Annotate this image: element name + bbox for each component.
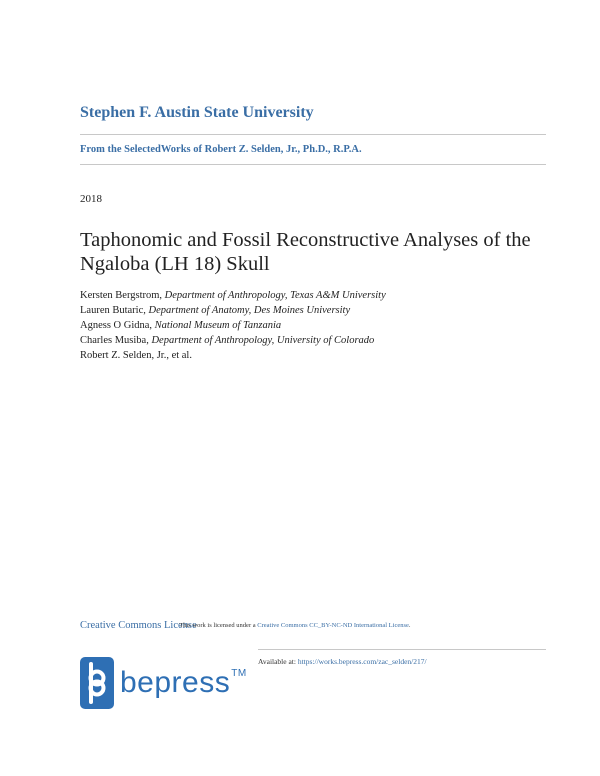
publication-year: 2018	[80, 193, 102, 205]
divider	[258, 649, 546, 650]
author-affiliation: Department of Anthropology, Texas A&M University	[164, 290, 386, 301]
author-entry	[80, 303, 386, 318]
author-name: Kersten Bergstrom,	[80, 290, 163, 301]
author-entry	[80, 288, 386, 303]
paper-title: Taphonomic and Fossil Reconstructive Analyses of the Ngaloba (LH 18) Skull	[80, 229, 531, 275]
availability-notice	[258, 657, 427, 666]
divider	[80, 164, 546, 165]
bepress-wordmark	[120, 666, 247, 700]
author-entry	[80, 333, 386, 348]
license-link[interactable]: Creative Commons CC_BY-NC-ND International License	[257, 622, 409, 629]
bepress-wordmark-text: bepress	[120, 666, 231, 699]
license-prefix: This work is licensed under a	[179, 622, 256, 629]
bepress-logo-icon	[80, 657, 114, 709]
creative-commons-license-link[interactable]: Creative Commons License	[80, 620, 197, 631]
author-name: Robert Z. Selden, Jr., et al.	[80, 350, 192, 361]
available-url-link[interactable]: https://works.bepress.com/zac_selden/217/	[297, 657, 427, 666]
author-entry	[80, 318, 386, 333]
institution-link[interactable]: Stephen F. Austin State University	[80, 104, 314, 121]
available-label: Available at:	[258, 657, 296, 666]
collection-link[interactable]: From the SelectedWorks of Robert Z. Selden, Jr., Ph.D., R.P.A.	[80, 144, 362, 155]
author-name: Charles Musiba,	[80, 335, 149, 346]
author-affiliation: Department of Anatomy, Des Moines University	[148, 305, 351, 316]
author-name: Agness O Gidna,	[80, 320, 153, 331]
author-list	[80, 288, 386, 363]
author-entry	[80, 348, 386, 363]
bepress-logo[interactable]	[80, 657, 247, 709]
divider	[80, 134, 546, 135]
author-name: Lauren Butaric,	[80, 305, 146, 316]
trademark-symbol: TM	[231, 668, 247, 679]
license-suffix: .	[408, 622, 411, 629]
license-statement	[179, 622, 410, 629]
author-affiliation: Department of Anthropology, University of Colorado	[151, 335, 375, 346]
author-affiliation: National Museum of Tanzania	[154, 320, 282, 331]
license-notice	[80, 620, 411, 631]
